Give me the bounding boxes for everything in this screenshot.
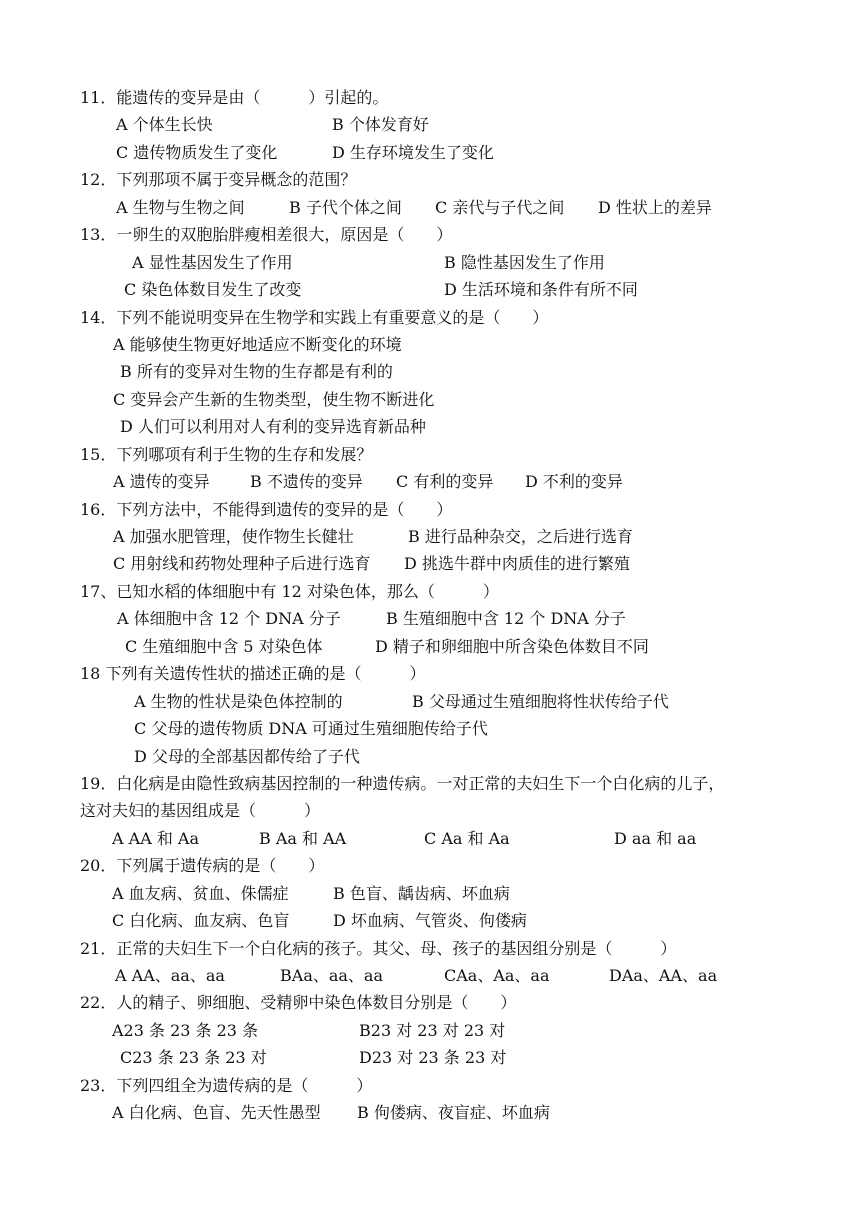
option-text: CAa、Aa、aa [444, 966, 550, 985]
option-text: C 变异会产生新的生物类型，使生物不断进化 [113, 390, 435, 409]
question-15-stem: 15．下列哪项有利于生物的生存和发展？ [80, 445, 373, 464]
option-text: A 个体生长快 [116, 115, 213, 134]
option-text: D 不利的变异 [525, 472, 623, 491]
option-text: D 性状上的差异 [598, 198, 712, 217]
option-text: C 父母的遗传物质 DNA 可通过生殖细胞传给子代 [134, 719, 488, 738]
option-text: A 遗传的变异 [113, 472, 210, 491]
question-18-stem: 18 下列有关遗传性状的描述正确的是（ ） [80, 664, 426, 683]
option-text: B 个体发育好 [332, 115, 429, 134]
question-19-stem: 19．白化病是由隐性致病基因控制的一种遗传病。一对正常的夫妇生下一个白化病的儿子， [80, 774, 725, 793]
option-text: B 隐性基因发生了作用 [444, 253, 605, 272]
question-13-stem: 13．一卵生的双胞胎胖瘦相差很大，原因是（ ） [80, 225, 453, 244]
option-text: D23 对 23 条 23 对 [359, 1048, 507, 1067]
option-text: A 血友病、贫血、侏儒症 [112, 884, 289, 903]
option-text: C 生殖细胞中含 5 对染色体 [125, 637, 323, 656]
option-text: A23 条 23 条 23 条 [112, 1021, 259, 1040]
option-text: B 所有的变异对生物的生存都是有利的 [120, 362, 393, 381]
option-text: A AA 和 Aa [112, 829, 200, 848]
option-text: B 不遗传的变异 [250, 472, 363, 491]
question-12-stem: 12．下列那项不属于变异概念的范围？ [80, 170, 357, 189]
question-11-stem: 11．能遗传的变异是由（ ）引起的。 [80, 88, 389, 107]
option-text: B 色盲、龋齿病、坏血病 [333, 884, 510, 903]
option-text: A 体细胞中含 12 个 DNA 分子 [117, 609, 341, 628]
question-17-stem: 17、已知水稻的体细胞中有 12 对染色体，那么（ ） [80, 582, 499, 601]
option-text: D 挑选牛群中肉质佳的进行繁殖 [404, 554, 630, 573]
option-text: B 子代个体之间 [289, 198, 402, 217]
option-text: B 父母通过生殖细胞将性状传给子代 [412, 692, 669, 711]
question-23-stem: 23．下列四组全为遗传病的是（ ） [80, 1076, 373, 1095]
option-text: C 有利的变异 [396, 472, 494, 491]
option-text: C Aa 和 Aa [424, 829, 510, 848]
option-text: C23 条 23 条 23 对 [120, 1048, 267, 1067]
option-text: DAa、AA、aa [609, 966, 718, 985]
option-text: B Aa 和 AA [259, 829, 347, 848]
option-text: A 白化病、色盲、先天性愚型 [112, 1103, 321, 1122]
option-text: C 遗传物质发生了变化 [116, 143, 278, 162]
option-text: D 精子和卵细胞中所含染色体数目不同 [375, 637, 649, 656]
option-text: B23 对 23 对 23 对 [359, 1021, 506, 1040]
option-text: D 坏血病、气管炎、佝偻病 [333, 911, 527, 930]
question-19-stem-continued: 这对夫妇的基因组成是（ ） [80, 801, 321, 820]
option-text: A 能够使生物更好地适应不断变化的环境 [113, 335, 402, 354]
option-text: A 生物的性状是染色体控制的 [134, 692, 343, 711]
option-text: D 父母的全部基因都传给了子代 [134, 747, 360, 766]
option-text: A AA、aa、aa [115, 966, 225, 985]
option-text: D aa 和 aa [614, 829, 697, 848]
option-text: B 佝偻病、夜盲症、坏血病 [357, 1103, 550, 1122]
question-21-stem: 21．正常的夫妇生下一个白化病的孩子。其父、母、孩子的基因组分别是（ ） [80, 939, 677, 958]
option-text: A 加强水肥管理，使作物生长健壮 [113, 527, 354, 546]
option-text: D 人们可以利用对人有利的变异选育新品种 [120, 417, 426, 436]
option-text: A 显性基因发生了作用 [132, 253, 293, 272]
option-text: D 生存环境发生了变化 [332, 143, 494, 162]
question-16-stem: 16．下列方法中，不能得到遗传的变异的是（ ） [80, 500, 453, 519]
option-text: B 进行品种杂交，之后进行选育 [408, 527, 633, 546]
option-text: C 用射线和药物处理种子后进行选育 [113, 554, 371, 573]
option-text: C 染色体数目发生了改变 [124, 280, 302, 299]
option-text: BAa、aa、aa [280, 966, 384, 985]
option-text: B 生殖细胞中含 12 个 DNA 分子 [386, 609, 626, 628]
question-14-stem: 14．下列不能说明变异在生物学和实践上有重要意义的是（ ） [80, 308, 549, 327]
question-22-stem: 22．人的精子、卵细胞、受精卵中染色体数目分别是（ ） [80, 993, 517, 1012]
option-text: D 生活环境和条件有所不同 [444, 280, 638, 299]
option-text: C 白化病、血友病、色盲 [112, 911, 290, 930]
question-20-stem: 20．下列属于遗传病的是（ ） [80, 856, 325, 875]
option-text: A 生物与生物之间 [116, 198, 245, 217]
option-text: C 亲代与子代之间 [435, 198, 565, 217]
